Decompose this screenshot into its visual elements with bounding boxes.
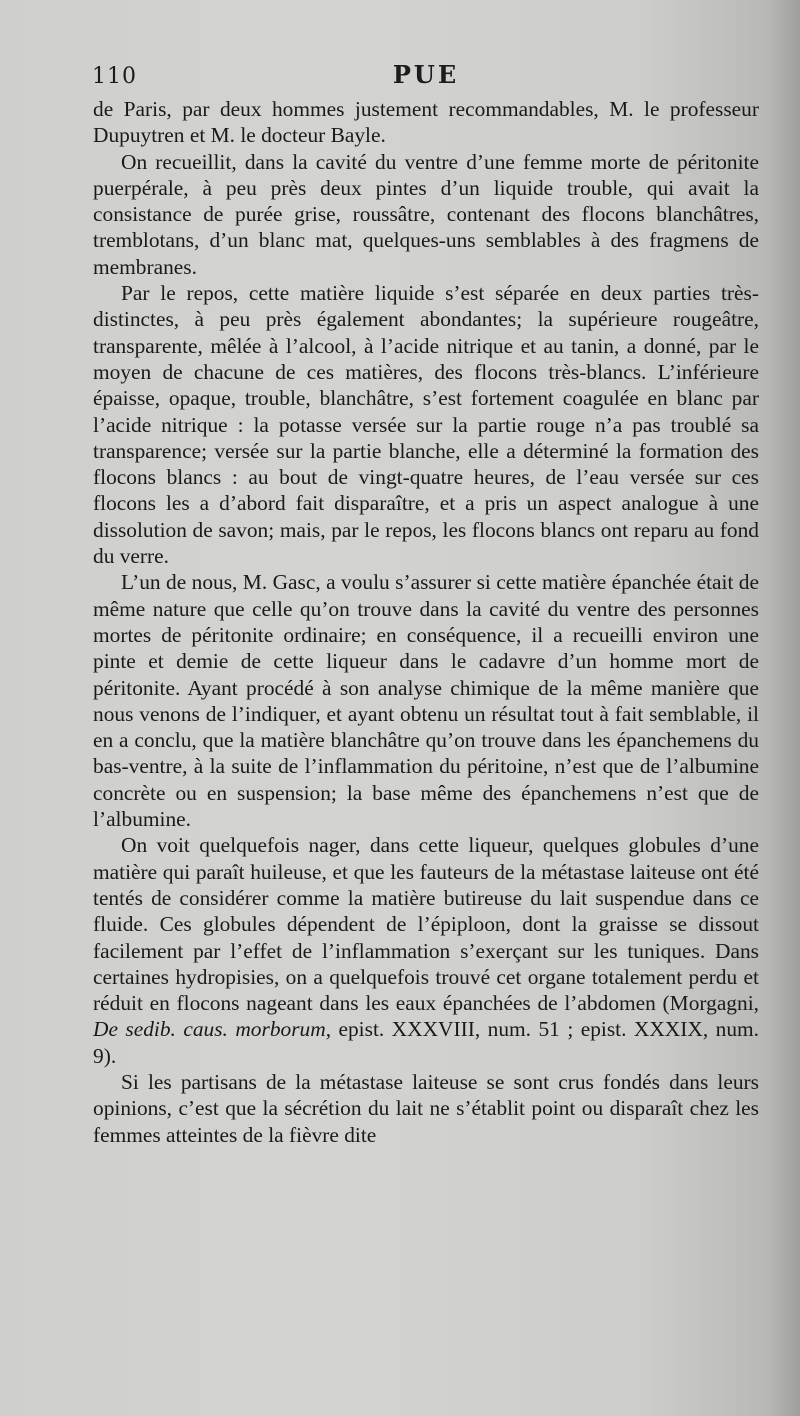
- paragraph: Si les partisans de la métastase laiteuse se sont crus fondés dans leurs opinions, c’est que la sécrétion du lait ne s’établit point ou disparaît chez les femmes atteintes de la fièvre dite: [93, 1069, 759, 1147]
- running-head: PUE: [392, 60, 460, 89]
- paragraph: On recueillit, dans la cavité du ventre d’une femme morte de péritonite puerpérale, à peu près deux pintes d’un liquide trouble, qui avait la consistance de purée grise, roussâtre, contenant des flocons blanchâtres, tremblotans, d’un blanc mat, quelques-uns semblables à des fragmens de membranes.: [93, 149, 759, 279]
- paragraph-text: , epist. XXXVIII, num. 51 ; epist. XXXIX, num. 9).: [93, 1017, 759, 1068]
- paragraph: [93, 832, 759, 1069]
- paragraph-text: On voit quelquefois nager, dans cette liqueur, quelques globules d’une matière qui paraît huileuse, et que les fauteurs de la métastase laiteuse ont été tentés de considérer comme la matière butireuse du lait suspendue dans ce fluide. Ces globules dépendent de l’épiploon, dont la graisse se dissout facilement par l’effet de l’inflammation s’exerçant sur les tuniques. Dans certaines hydropisies, on a quelquefois trouvé cet organe totalement perdu et réduit en flocons nageant dans les eaux épanchées de l’abdomen (Morgagni,: [93, 833, 759, 1016]
- body-text: [93, 96, 759, 1148]
- paragraph: Par le repos, cette matière liquide s’est séparée en deux parties très-distinctes, à peu près également abondantes; la supérieure rougeâtre, transparente, mêlée à l’alcool, à l’acide nitrique et au tanin, a donné, par le moyen de chacune de ces matières, des flocons très-blancs. L’inférieure épaisse, opaque, trouble, blanchâtre, s’est fortement coagulée en blanc par l’acide nitrique : la potasse versée sur la partie rouge n’a pas troublé sa transparence; versée sur la partie blanche, elle a déterminé la formation des flocons blancs : au bout de vingt-quatre heures, de l’eau versée sur ces flocons les a d’abord fait disparaître, et a pris un aspect analogue à une dissolution de savon; mais, par le repos, les flocons blancs ont reparu au fond du verre.: [93, 281, 759, 569]
- citation-title: De sedib. caus. morborum: [93, 1017, 326, 1042]
- paragraph: L’un de nous, M. Gasc, a voulu s’assurer si cette matière épanchée était de même nature que celle qu’on trouve dans la cavité du ventre des personnes mortes de péritonite ordinaire; en conséquence, il a recueilli environ une pinte et demie de cette liqueur dans le cadavre d’un homme mort de péritonite. Ayant procédé à son analyse chimique de la même manière que nous venons de l’indiquer, et ayant obtenu un résultat tout à fait semblable, il en a conclu, que la matière blanchâtre qu’on trouve dans les épanchemens du bas-ventre, à la suite de l’inflammation du péritoine, n’est que de l’albumine concrète ou en suspension; la base même des épanchemens n’est que de l’albumine.: [93, 570, 759, 832]
- paragraph: de Paris, par deux hommes justement recommandables, M. le professeur Dupuytren et M. le docteur Bayle.: [93, 97, 759, 148]
- page-number: 110: [92, 64, 137, 89]
- page-header: [92, 60, 760, 94]
